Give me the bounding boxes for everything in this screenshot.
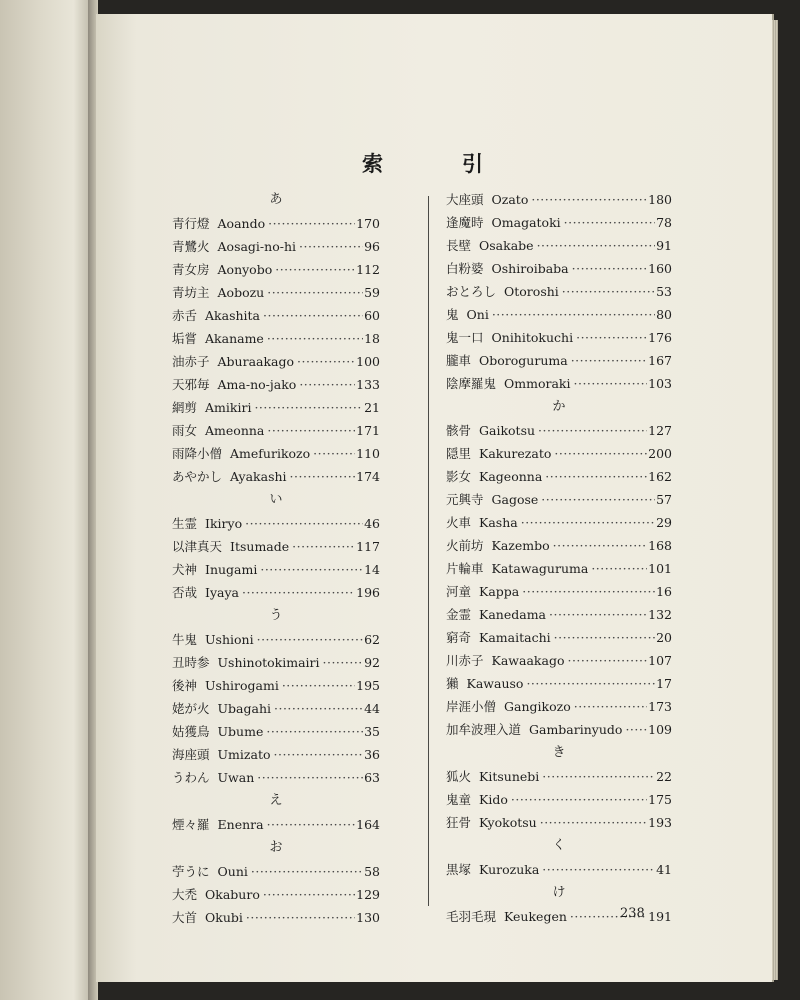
kana-section-header: お	[269, 840, 283, 855]
index-entry	[172, 674, 380, 697]
entry-romaji: Itsumade	[230, 539, 290, 554]
entry-page-number: 21	[364, 400, 380, 415]
dot-leader	[625, 718, 647, 741]
entry-kanji: 青鷺火	[172, 239, 210, 254]
dot-leader	[246, 906, 355, 929]
entry-page-number: 91	[656, 238, 672, 253]
dot-leader	[263, 883, 355, 906]
entry-kanji: 青女房	[172, 262, 210, 277]
entry-page-number: 107	[648, 653, 672, 668]
dot-leader	[266, 720, 363, 743]
index-entry	[446, 349, 672, 372]
entry-romaji: Ikiryo	[205, 516, 243, 531]
entry-kanji: 雨女	[172, 423, 198, 438]
index-entry	[172, 350, 380, 373]
dot-leader	[542, 858, 655, 881]
entry-page-number: 22	[656, 769, 672, 784]
entry-kanji: 牛鬼	[172, 632, 198, 647]
dot-leader	[522, 580, 655, 603]
entry-romaji: Katawaguruma	[491, 561, 589, 576]
entry-page-number: 109	[648, 722, 672, 737]
index-entry	[446, 649, 672, 672]
entry-romaji: Ubume	[217, 724, 264, 739]
dot-leader	[275, 258, 355, 281]
kana-section-header: い	[269, 492, 283, 507]
index-entry	[446, 419, 672, 442]
dot-leader	[538, 419, 647, 442]
dot-leader	[268, 212, 355, 235]
entry-kanji: 否哉	[172, 585, 198, 600]
dot-leader	[574, 695, 647, 718]
entry-kanji: 片輪車	[446, 561, 484, 576]
dot-leader	[299, 235, 363, 258]
entry-kanji: 加牟波理入道	[446, 722, 522, 737]
index-entry	[446, 211, 672, 234]
entry-page-number: 132	[648, 607, 672, 622]
entry-romaji: Akaname	[205, 331, 264, 346]
entry-kanji: 生霊	[172, 516, 198, 531]
index-entry	[446, 280, 672, 303]
entry-romaji: Oshiroibaba	[491, 261, 569, 276]
dot-leader	[245, 512, 363, 535]
entry-kanji: うわん	[172, 770, 210, 785]
entry-page-number: 117	[356, 539, 380, 554]
entry-page-number: 18	[364, 331, 380, 346]
entry-romaji: Kyokotsu	[479, 815, 537, 830]
entry-kanji: 獺	[446, 676, 459, 691]
entry-kanji: 犬神	[172, 562, 198, 577]
entry-kanji: 海座頭	[172, 747, 210, 762]
entry-kanji: 陰摩羅鬼	[446, 376, 497, 391]
index-entry	[172, 651, 380, 674]
entry-page-number: 164	[356, 817, 380, 832]
index-entry	[446, 188, 672, 211]
dot-leader	[554, 442, 647, 465]
index-entry	[446, 603, 672, 626]
entry-page-number: 200	[648, 446, 672, 461]
dot-leader	[572, 257, 648, 280]
left-page-edge	[0, 0, 92, 1000]
entry-page-number: 133	[356, 377, 380, 392]
index-entry	[446, 695, 672, 718]
dot-leader	[254, 396, 363, 419]
entry-romaji: Ushirogami	[205, 678, 279, 693]
entry-page-number: 20	[656, 630, 672, 645]
dot-leader	[263, 304, 363, 327]
entry-romaji: Ameonna	[205, 423, 265, 438]
entry-kanji: 元興寺	[446, 492, 484, 507]
entry-kanji: 青行燈	[172, 216, 210, 231]
entry-page-number: 193	[648, 815, 672, 830]
dot-leader	[571, 349, 647, 372]
dot-leader	[274, 743, 364, 766]
dot-leader	[531, 188, 647, 211]
entry-page-number: 173	[648, 699, 672, 714]
dot-leader	[267, 813, 356, 836]
index-entry	[446, 488, 672, 511]
entry-page-number: 100	[356, 354, 380, 369]
kana-section-header: き	[552, 745, 566, 760]
index-column-left	[172, 188, 380, 929]
entry-page-number: 191	[648, 909, 672, 924]
entry-romaji: Keukegen	[504, 909, 567, 924]
entry-kanji: 火車	[446, 515, 472, 530]
entry-kanji: 毛羽毛現	[446, 909, 497, 924]
entry-page-number: 162	[648, 469, 672, 484]
index-entry	[446, 234, 672, 257]
dot-leader	[574, 372, 648, 395]
dot-leader	[567, 649, 647, 672]
index-column-right	[446, 188, 672, 928]
dot-leader	[553, 534, 647, 557]
entry-kanji: 鬼	[446, 307, 459, 322]
entry-kanji: 朧車	[446, 353, 472, 368]
dot-leader	[511, 788, 647, 811]
entry-page-number: 180	[648, 192, 672, 207]
entry-kanji: 白粉婆	[446, 261, 484, 276]
index-entry	[446, 626, 672, 649]
entry-kanji: 狂骨	[446, 815, 472, 830]
entry-romaji: Uwan	[217, 770, 255, 785]
entry-romaji: Kanedama	[479, 607, 547, 622]
entry-page-number: 59	[364, 285, 380, 300]
index-entry	[446, 718, 672, 741]
index-title-char-1: 索	[362, 151, 383, 176]
index-entry	[172, 743, 380, 766]
dot-leader	[282, 674, 355, 697]
entry-kanji: 河童	[446, 584, 472, 599]
entry-page-number: 16	[656, 584, 672, 599]
entry-page-number: 80	[656, 307, 672, 322]
entry-romaji: Kurozuka	[479, 862, 540, 877]
dot-leader	[290, 465, 356, 488]
entry-kanji: 雨降小僧	[172, 446, 223, 461]
entry-romaji: Enenra	[217, 817, 264, 832]
entry-kanji: 丑時参	[172, 655, 210, 670]
entry-romaji: Kageonna	[479, 469, 543, 484]
entry-kanji: 窮奇	[446, 630, 472, 645]
kana-section-header: う	[269, 608, 283, 623]
entry-page-number: 170	[356, 216, 380, 231]
entry-kanji: あやかし	[172, 469, 223, 484]
index-entry	[172, 883, 380, 906]
entry-romaji: Inugami	[205, 562, 258, 577]
index-entry	[172, 906, 380, 929]
index-entry	[446, 811, 672, 834]
dot-leader	[257, 628, 364, 651]
entry-romaji: Umizato	[217, 747, 271, 762]
entry-romaji: Ozato	[491, 192, 529, 207]
entry-romaji: Gagose	[491, 492, 539, 507]
entry-romaji: Okubi	[205, 910, 243, 925]
entry-page-number: 168	[648, 538, 672, 553]
entry-kanji: 苧うに	[172, 864, 210, 879]
index-entry	[446, 765, 672, 788]
entry-romaji: Kazembo	[491, 538, 550, 553]
entry-page-number: 175	[648, 792, 672, 807]
index-entry	[172, 860, 380, 883]
entry-kanji: 川赤子	[446, 653, 484, 668]
entry-romaji: Kido	[479, 792, 508, 807]
entry-page-number: 196	[356, 585, 380, 600]
entry-page-number: 127	[648, 423, 672, 438]
page-stack-edge	[772, 20, 778, 980]
dot-leader	[299, 373, 355, 396]
index-entry	[172, 235, 380, 258]
index-entry	[172, 442, 380, 465]
entry-kanji: 後神	[172, 678, 198, 693]
entry-romaji: Iyaya	[205, 585, 239, 600]
entry-page-number: 103	[648, 376, 672, 391]
entry-romaji: Kamaitachi	[479, 630, 551, 645]
dot-leader	[591, 557, 647, 580]
dot-leader	[313, 442, 355, 465]
entry-romaji: Ayakashi	[230, 469, 287, 484]
entry-kanji: 影女	[446, 469, 472, 484]
entry-kanji: おとろし	[446, 284, 497, 299]
dot-leader	[323, 651, 364, 674]
dot-leader	[251, 860, 363, 883]
dot-leader	[242, 581, 355, 604]
entry-romaji: Ushinotokimairi	[217, 655, 320, 670]
dot-leader	[526, 672, 655, 695]
index-entry	[446, 465, 672, 488]
dot-leader	[521, 511, 655, 534]
index-entry	[172, 327, 380, 350]
entry-kanji: 姑獲鳥	[172, 724, 210, 739]
entry-kanji: 煙々羅	[172, 817, 210, 832]
kana-section-header: え	[269, 793, 283, 808]
entry-romaji: Omagatoki	[491, 215, 561, 230]
entry-kanji: 青坊主	[172, 285, 210, 300]
entry-kanji: 鬼童	[446, 792, 472, 807]
dot-leader	[545, 465, 647, 488]
dot-leader	[260, 558, 363, 581]
index-entry	[446, 858, 672, 881]
index-entry	[172, 512, 380, 535]
index-entry	[446, 303, 672, 326]
dot-leader	[297, 350, 355, 373]
dot-leader	[549, 603, 647, 626]
index-entry	[172, 558, 380, 581]
entry-page-number: 78	[656, 215, 672, 230]
kana-section-header: あ	[269, 192, 283, 207]
entry-romaji: Ubagahi	[217, 701, 272, 716]
dot-leader	[541, 488, 655, 511]
entry-page-number: 44	[364, 701, 380, 716]
entry-romaji: Kawauso	[466, 676, 524, 691]
entry-romaji: Aosagi-no-hi	[217, 239, 297, 254]
dot-leader	[292, 535, 355, 558]
kana-section-header: け	[552, 885, 566, 900]
entry-romaji: Ama-no-jako	[217, 377, 297, 392]
dot-leader	[576, 326, 647, 349]
entry-romaji: Aobozu	[217, 285, 265, 300]
entry-romaji: Kakurezato	[479, 446, 552, 461]
entry-page-number: 17	[656, 676, 672, 691]
index-entry	[446, 672, 672, 695]
entry-romaji: Okaburo	[205, 887, 260, 902]
entry-page-number: 167	[648, 353, 672, 368]
index-entry	[172, 212, 380, 235]
entry-kanji: 天邪毎	[172, 377, 210, 392]
entry-romaji: Osakabe	[479, 238, 534, 253]
index-entry	[172, 720, 380, 743]
entry-kanji: 長壁	[446, 238, 472, 253]
entry-page-number: 36	[364, 747, 380, 762]
dot-leader	[537, 234, 656, 257]
column-divider	[428, 196, 429, 906]
index-entry	[446, 557, 672, 580]
entry-kanji: 垢嘗	[172, 331, 198, 346]
entry-kanji: 以津真天	[172, 539, 223, 554]
entry-romaji: Amikiri	[205, 400, 252, 415]
dot-leader	[267, 281, 363, 304]
entry-kanji: 網剪	[172, 400, 198, 415]
entry-page-number: 41	[656, 862, 672, 877]
index-entry	[172, 813, 380, 836]
index-entry	[446, 788, 672, 811]
index-entry	[446, 372, 672, 395]
index-entry	[446, 442, 672, 465]
entry-kanji: 骸骨	[446, 423, 472, 438]
entry-kanji: 岸涯小僧	[446, 699, 497, 714]
index-entry	[446, 511, 672, 534]
entry-page-number: 92	[364, 655, 380, 670]
dot-leader	[274, 697, 363, 720]
entry-page-number: 195	[356, 678, 380, 693]
page-number: 238	[620, 906, 645, 921]
dot-leader	[562, 280, 655, 303]
entry-page-number: 171	[356, 423, 380, 438]
kana-section-header: か	[552, 399, 566, 414]
index-entry	[172, 419, 380, 442]
entry-romaji: Kawaakago	[491, 653, 565, 668]
dot-leader	[540, 811, 647, 834]
entry-kanji: 大禿	[172, 887, 198, 902]
entry-romaji: Aoando	[217, 216, 266, 231]
entry-page-number: 14	[364, 562, 380, 577]
entry-page-number: 46	[364, 516, 380, 531]
entry-page-number: 130	[356, 910, 380, 925]
index-entry	[172, 465, 380, 488]
index-entry	[446, 580, 672, 603]
entry-page-number: 96	[364, 239, 380, 254]
entry-kanji: 鬼一口	[446, 330, 484, 345]
entry-romaji: Gangikozo	[504, 699, 571, 714]
index-title-char-2: 引	[462, 151, 483, 176]
entry-romaji: Ushioni	[205, 632, 254, 647]
dot-leader	[564, 211, 655, 234]
dot-leader	[267, 419, 355, 442]
entry-page-number: 60	[364, 308, 380, 323]
index-entry	[446, 257, 672, 280]
entry-kanji: 逢魔時	[446, 215, 484, 230]
entry-kanji: 赤舌	[172, 308, 198, 323]
index-entry	[172, 281, 380, 304]
entry-romaji: Otoroshi	[504, 284, 559, 299]
entry-kanji: 大首	[172, 910, 198, 925]
entry-romaji: Kasha	[479, 515, 518, 530]
entry-kanji: 姥が火	[172, 701, 210, 716]
dot-leader	[492, 303, 655, 326]
entry-page-number: 57	[656, 492, 672, 507]
entry-romaji: Aonyobo	[217, 262, 273, 277]
entry-page-number: 110	[356, 446, 380, 461]
entry-page-number: 63	[364, 770, 380, 785]
dot-leader	[542, 765, 655, 788]
entry-kanji: 火前坊	[446, 538, 484, 553]
entry-romaji: Ommoraki	[504, 376, 571, 391]
index-entry	[446, 326, 672, 349]
dot-leader	[554, 626, 655, 649]
entry-page-number: 112	[356, 262, 380, 277]
entry-romaji: Kappa	[479, 584, 520, 599]
index-entry	[172, 396, 380, 419]
dot-leader	[267, 327, 363, 350]
index-entry	[172, 766, 380, 789]
index-entry	[172, 535, 380, 558]
entry-romaji: Aburaakago	[217, 354, 295, 369]
entry-page-number: 174	[356, 469, 380, 484]
entry-kanji: 隠里	[446, 446, 472, 461]
index-entry	[172, 258, 380, 281]
entry-romaji: Oni	[466, 307, 489, 322]
entry-page-number: 62	[364, 632, 380, 647]
entry-page-number: 53	[656, 284, 672, 299]
kana-section-header: く	[552, 838, 566, 853]
entry-page-number: 101	[648, 561, 672, 576]
entry-page-number: 176	[648, 330, 672, 345]
entry-romaji: Oboroguruma	[479, 353, 568, 368]
index-entry	[172, 373, 380, 396]
entry-kanji: 黒塚	[446, 862, 472, 877]
entry-romaji: Amefurikozo	[230, 446, 311, 461]
index-entry	[172, 304, 380, 327]
index-entry	[172, 697, 380, 720]
entry-kanji: 油赤子	[172, 354, 210, 369]
entry-page-number: 29	[656, 515, 672, 530]
entry-romaji: Akashita	[205, 308, 261, 323]
entry-kanji: 大座頭	[446, 192, 484, 207]
entry-romaji: Ouni	[217, 864, 248, 879]
entry-page-number: 58	[364, 864, 380, 879]
entry-romaji: Kitsunebi	[479, 769, 540, 784]
index-entry	[172, 628, 380, 651]
entry-kanji: 狐火	[446, 769, 472, 784]
entry-page-number: 129	[356, 887, 380, 902]
entry-romaji: Gambarinyudo	[529, 722, 623, 737]
dot-leader	[257, 766, 363, 789]
entry-romaji: Gaikotsu	[479, 423, 536, 438]
entry-kanji: 金霊	[446, 607, 472, 622]
index-entry	[172, 581, 380, 604]
entry-page-number: 35	[364, 724, 380, 739]
entry-romaji: Onihitokuchi	[491, 330, 574, 345]
index-entry	[446, 534, 672, 557]
entry-page-number: 160	[648, 261, 672, 276]
